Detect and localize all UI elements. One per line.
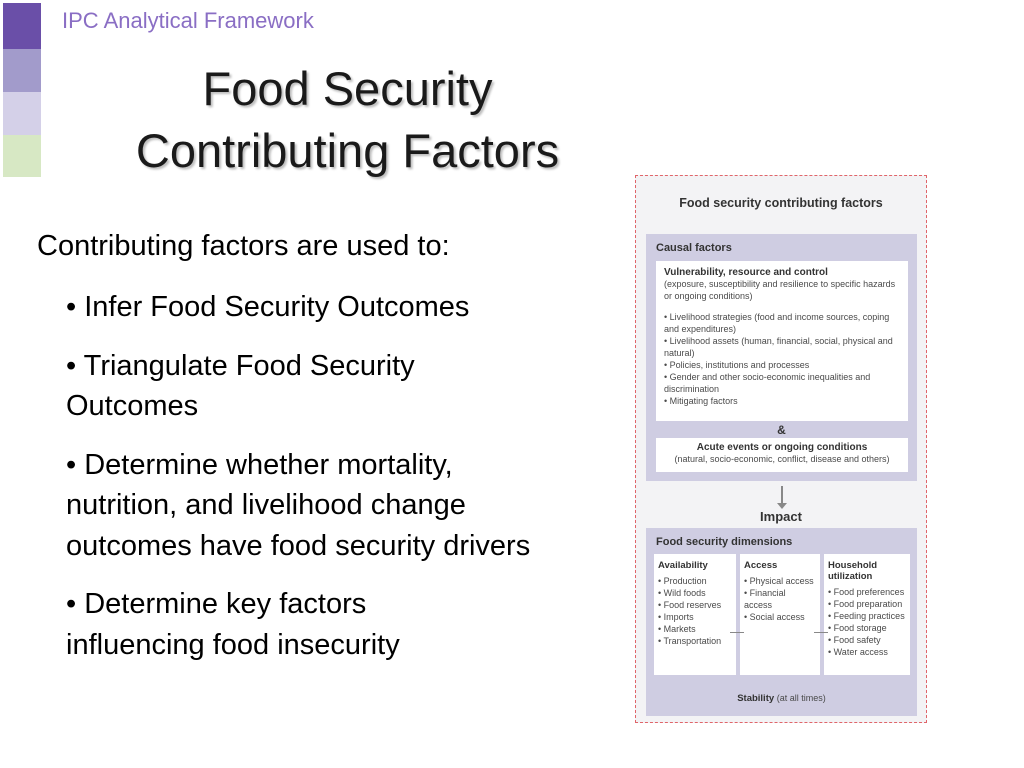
ampersand: &	[777, 423, 786, 437]
bullet-list	[66, 287, 566, 683]
accent-block-2	[3, 49, 41, 92]
acute-events-title: Acute events or ongoing conditions	[696, 442, 868, 453]
utilization-item: • Water access	[828, 647, 888, 657]
title-line-1: Food Security	[202, 62, 493, 115]
bullet-item: • Triangulate Food Security Outcomes	[66, 349, 415, 422]
intro-text: Contributing factors are used to:	[37, 230, 450, 262]
utilization-item: • Feeding practices	[828, 611, 905, 621]
stability-note: (at all times)	[776, 693, 826, 703]
accent-block-4	[3, 135, 41, 177]
causal-factors-header: Causal factors	[656, 242, 732, 254]
vulnerability-box	[656, 261, 908, 421]
acute-events-box	[656, 438, 908, 472]
causal-item: • Gender and other socio-economic inequalities and discrimination	[664, 372, 871, 394]
bullet-item: • Determine whether mortality, nutrition, and livelihood change outcomes have food security drivers	[66, 448, 531, 562]
causal-item: • Livelihood assets (human, financial, social, physical and natural)	[664, 336, 893, 358]
causal-item: • Livelihood strategies (food and income sources, coping and expenditures)	[664, 312, 890, 334]
availability-item: • Markets	[658, 624, 696, 634]
causal-factors-panel	[646, 234, 917, 481]
dimensions-header: Food security dimensions	[656, 536, 793, 548]
availability-item: • Production	[658, 576, 707, 586]
access-utilization-arrow	[814, 632, 828, 633]
access-item: • Physical access	[744, 576, 814, 586]
acute-events-subtitle: (natural, socio-economic, conflict, disease and others)	[674, 454, 890, 464]
access-item: • Social access	[744, 612, 805, 622]
availability-item: • Imports	[658, 612, 694, 622]
utilization-item: • Food safety	[828, 635, 881, 645]
access-item: • Financial access	[744, 588, 786, 610]
availability-item: • Wild foods	[658, 588, 706, 598]
bullet-item: • Determine key factors influencing food insecurity	[66, 588, 400, 661]
stability-label: Stability	[737, 693, 775, 704]
accent-block-3	[3, 92, 41, 135]
access-box	[740, 554, 820, 675]
availability-item: • Transportation	[658, 636, 722, 646]
causal-item: • Policies, institutions and processes	[664, 360, 810, 370]
dimensions-panel	[646, 528, 917, 716]
impact-label: Impact	[760, 509, 802, 524]
utilization-item: • Food preparation	[828, 599, 903, 609]
utilization-item: • Food storage	[828, 623, 887, 633]
accent-block-1	[3, 3, 41, 49]
bullet-item: • Infer Food Security Outcomes	[66, 291, 470, 323]
availability-access-arrow	[730, 632, 744, 633]
availability-box	[654, 554, 736, 675]
availability-item: • Food reserves	[658, 600, 722, 610]
utilization-box	[824, 554, 910, 675]
vulnerability-subtitle: (exposure, susceptibility and resilience to specific hazards or ongoing conditions)	[664, 279, 896, 301]
access-title: Access	[744, 560, 778, 571]
contributing-factors-diagram	[635, 175, 927, 723]
header-label: IPC Analytical Framework	[62, 8, 314, 33]
vulnerability-title: Vulnerability, resource and control	[664, 267, 828, 278]
utilization-item: • Food preferences	[828, 587, 905, 597]
utilization-title: Household utilization	[828, 560, 878, 582]
causal-item: • Mitigating factors	[664, 396, 738, 406]
title-line-2: Contributing Factors	[135, 124, 560, 177]
stability-line	[646, 692, 917, 704]
availability-title: Availability	[658, 560, 708, 571]
page-title	[100, 58, 595, 182]
diagram-title: Food security contributing factors	[679, 196, 883, 210]
